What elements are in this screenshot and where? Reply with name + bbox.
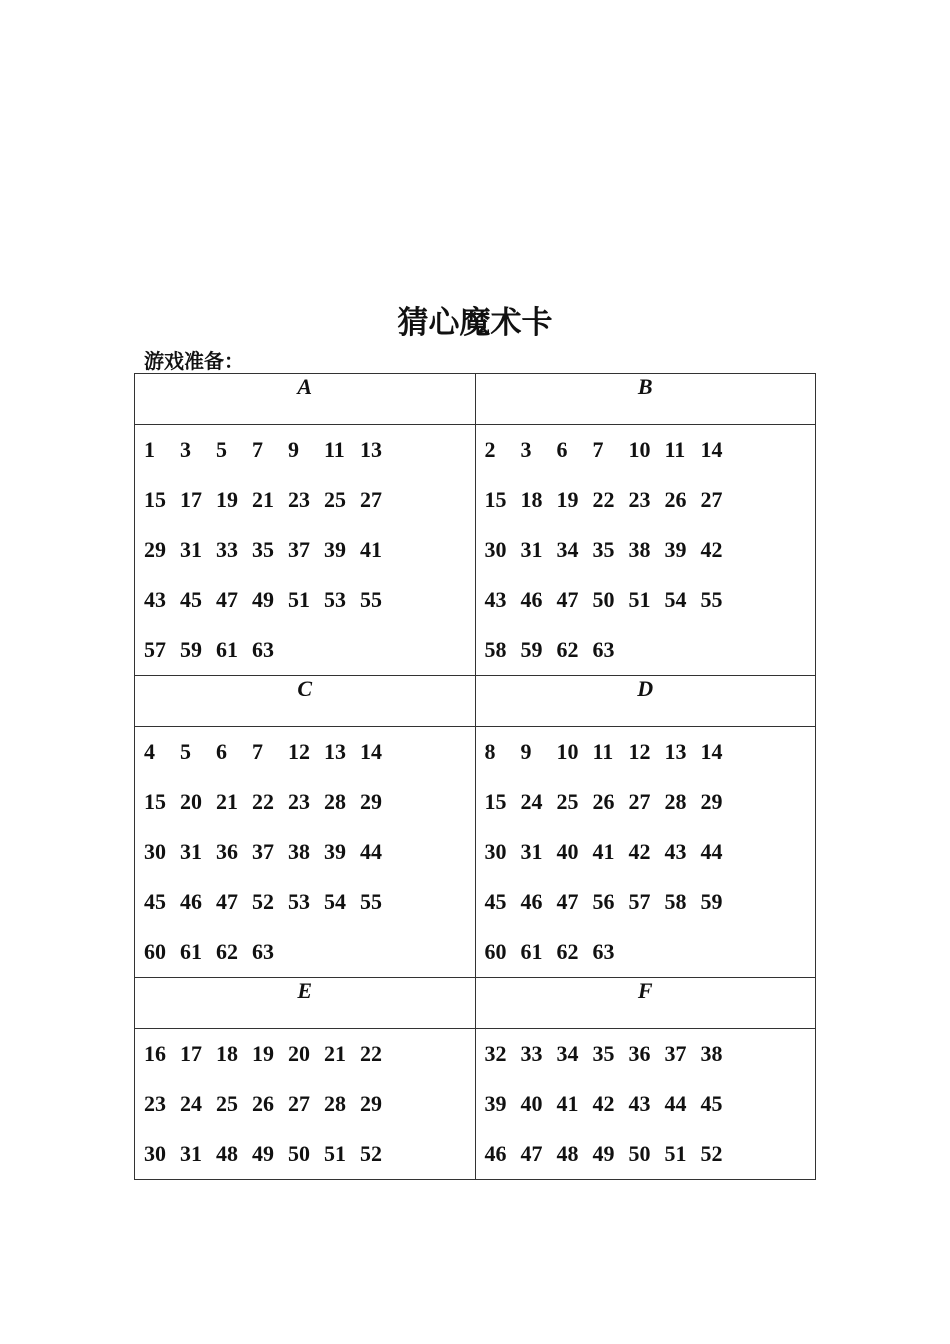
card-number: 2	[484, 437, 496, 462]
card-number: 20	[288, 1041, 310, 1066]
number-line	[485, 475, 816, 525]
card-number: 30	[144, 839, 166, 864]
card-number: 42	[700, 537, 723, 562]
card-number: 54	[324, 889, 346, 914]
card-number: 13	[360, 437, 382, 462]
number-line	[485, 1079, 816, 1129]
card-number: 35	[592, 1041, 615, 1066]
number-line	[485, 625, 816, 675]
card-number: 42	[628, 839, 651, 864]
card-number: 46	[180, 889, 202, 914]
card-number: 59	[520, 637, 543, 662]
number-line	[144, 1029, 475, 1079]
card-number: 26	[664, 487, 687, 512]
card-number: 13	[324, 739, 346, 764]
card-number: 45	[484, 889, 507, 914]
card-numbers-cell	[135, 425, 476, 676]
card-number: 19	[252, 1041, 274, 1066]
card-number: 61	[520, 939, 543, 964]
card-number: 15	[144, 789, 166, 814]
card-number: 29	[144, 537, 166, 562]
card-header-row	[135, 374, 816, 425]
card-number: 7	[592, 437, 604, 462]
card-number: 17	[180, 487, 202, 512]
number-line	[485, 877, 816, 927]
number-line	[144, 1079, 475, 1129]
number-line	[485, 525, 816, 575]
card-number: 48	[216, 1141, 238, 1166]
card-label: B	[637, 374, 653, 399]
card-number: 18	[520, 487, 543, 512]
card-number: 51	[628, 587, 651, 612]
number-line	[144, 777, 475, 827]
card-number: 37	[288, 537, 310, 562]
card-number: 31	[180, 839, 202, 864]
card-number: 36	[216, 839, 238, 864]
card-number: 61	[216, 637, 238, 662]
card-header-cell	[135, 978, 476, 1029]
card-number: 34	[556, 537, 579, 562]
card-number: 16	[144, 1041, 166, 1066]
card-header-cell	[135, 676, 476, 727]
card-number: 61	[180, 939, 202, 964]
card-number: 44	[360, 839, 382, 864]
card-number: 28	[324, 1091, 346, 1116]
card-number: 11	[592, 739, 614, 764]
card-number: 3	[180, 437, 191, 462]
card-number: 49	[252, 1141, 274, 1166]
card-number: 46	[520, 587, 543, 612]
card-number: 62	[556, 939, 579, 964]
card-number: 41	[556, 1091, 579, 1116]
card-number: 55	[360, 587, 382, 612]
number-line	[144, 575, 475, 625]
card-number: 21	[324, 1041, 346, 1066]
card-number: 15	[484, 487, 507, 512]
card-number: 51	[664, 1141, 687, 1166]
card-number: 47	[556, 889, 579, 914]
number-line	[485, 777, 816, 827]
card-number: 20	[180, 789, 202, 814]
card-number: 11	[324, 437, 345, 462]
card-number: 38	[288, 839, 310, 864]
card-number: 45	[144, 889, 166, 914]
card-number: 62	[556, 637, 579, 662]
card-number: 25	[216, 1091, 238, 1116]
card-number: 43	[144, 587, 166, 612]
number-line	[485, 927, 816, 977]
card-number: 49	[252, 587, 274, 612]
card-number: 40	[556, 839, 579, 864]
card-label: E	[297, 978, 313, 1003]
card-number: 62	[216, 939, 238, 964]
card-numbers-row	[135, 727, 816, 978]
card-number: 21	[252, 487, 274, 512]
card-number: 47	[216, 889, 238, 914]
card-number: 53	[324, 587, 346, 612]
card-number: 30	[144, 1141, 166, 1166]
card-number: 4	[144, 739, 155, 764]
card-number: 41	[360, 537, 382, 562]
card-number: 47	[520, 1141, 543, 1166]
card-number: 39	[664, 537, 687, 562]
card-number: 44	[700, 839, 723, 864]
card-number: 21	[216, 789, 238, 814]
card-number: 15	[484, 789, 507, 814]
card-number: 22	[360, 1041, 382, 1066]
card-number: 63	[252, 637, 274, 662]
card-number: 46	[520, 889, 543, 914]
card-number: 51	[288, 587, 310, 612]
number-line	[485, 1029, 816, 1079]
card-number: 36	[628, 1041, 651, 1066]
card-number: 25	[556, 789, 579, 814]
card-number: 23	[144, 1091, 166, 1116]
card-number: 39	[484, 1091, 507, 1116]
card-numbers-cell	[135, 1029, 476, 1180]
card-number: 12	[288, 739, 310, 764]
card-number: 53	[288, 889, 310, 914]
card-number: 54	[664, 587, 687, 612]
card-numbers-cell	[135, 727, 476, 978]
card-number: 7	[252, 739, 263, 764]
card-number: 28	[664, 789, 687, 814]
card-number: 37	[664, 1041, 687, 1066]
card-number: 14	[700, 437, 723, 462]
card-number: 30	[484, 537, 507, 562]
card-number: 8	[484, 739, 496, 764]
card-number: 27	[628, 789, 651, 814]
card-number: 63	[592, 637, 615, 662]
card-number: 3	[520, 437, 532, 462]
card-number: 25	[324, 487, 346, 512]
card-number: 24	[520, 789, 543, 814]
card-number: 29	[700, 789, 723, 814]
card-header-cell	[475, 978, 816, 1029]
number-line	[485, 727, 816, 777]
card-number: 38	[628, 537, 651, 562]
card-number: 15	[144, 487, 166, 512]
card-number: 49	[592, 1141, 615, 1166]
card-number: 19	[216, 487, 238, 512]
card-number: 60	[484, 939, 507, 964]
card-number: 9	[520, 739, 532, 764]
card-number: 14	[360, 739, 382, 764]
card-number: 51	[324, 1141, 346, 1166]
card-number: 24	[180, 1091, 202, 1116]
magic-cards-table	[134, 373, 816, 1180]
card-number: 23	[288, 789, 310, 814]
card-number: 41	[592, 839, 615, 864]
number-line	[144, 425, 475, 475]
card-number: 37	[252, 839, 274, 864]
card-number: 39	[324, 839, 346, 864]
card-number: 43	[628, 1091, 651, 1116]
card-number: 27	[360, 487, 382, 512]
card-number: 40	[520, 1091, 543, 1116]
card-number: 45	[700, 1091, 723, 1116]
card-number: 29	[360, 1091, 382, 1116]
number-line	[144, 625, 475, 675]
card-number: 52	[252, 889, 274, 914]
card-number: 29	[360, 789, 382, 814]
card-label: C	[297, 676, 313, 701]
number-line	[144, 1129, 475, 1179]
card-header-cell	[475, 374, 816, 425]
card-numbers-row	[135, 1029, 816, 1180]
card-number: 42	[592, 1091, 615, 1116]
card-number: 50	[628, 1141, 651, 1166]
card-number: 47	[216, 587, 238, 612]
card-number: 31	[180, 537, 202, 562]
card-number: 34	[556, 1041, 579, 1066]
card-number: 31	[520, 839, 543, 864]
card-number: 10	[556, 739, 579, 764]
card-number: 55	[360, 889, 382, 914]
card-number: 35	[592, 537, 615, 562]
number-line	[485, 827, 816, 877]
card-number: 56	[592, 889, 615, 914]
number-line	[144, 525, 475, 575]
card-label: D	[637, 676, 654, 701]
card-number: 7	[252, 437, 263, 462]
card-number: 35	[252, 537, 274, 562]
card-number: 6	[556, 437, 568, 462]
card-number: 5	[216, 437, 227, 462]
card-number: 52	[700, 1141, 723, 1166]
number-line	[485, 1129, 816, 1179]
card-number: 58	[664, 889, 687, 914]
card-number: 44	[664, 1091, 687, 1116]
card-number: 38	[700, 1041, 723, 1066]
card-label: A	[297, 374, 313, 399]
section-subtitle: 游戏准备：	[144, 349, 244, 373]
number-line	[144, 827, 475, 877]
card-number: 30	[484, 839, 507, 864]
card-numbers-cell	[475, 425, 816, 676]
card-header-cell	[135, 374, 476, 425]
card-number: 33	[216, 537, 238, 562]
number-line	[144, 475, 475, 525]
card-number: 17	[180, 1041, 202, 1066]
card-number: 23	[288, 487, 310, 512]
card-number: 33	[520, 1041, 543, 1066]
card-label: F	[637, 978, 653, 1003]
card-header-row	[135, 676, 816, 727]
card-number: 39	[324, 537, 346, 562]
card-header-row	[135, 978, 816, 1029]
card-number: 23	[628, 487, 651, 512]
card-number: 48	[556, 1141, 579, 1166]
card-number: 14	[700, 739, 723, 764]
number-line	[485, 575, 816, 625]
card-number: 13	[664, 739, 687, 764]
card-number: 43	[484, 587, 507, 612]
number-line	[485, 425, 816, 475]
page-title: 猜心魔术卡	[397, 305, 553, 341]
card-number: 18	[216, 1041, 238, 1066]
card-number: 10	[628, 437, 651, 462]
card-number: 11	[664, 437, 686, 462]
number-line	[144, 927, 475, 977]
card-number: 27	[700, 487, 723, 512]
card-number: 52	[360, 1141, 382, 1166]
card-number: 19	[556, 487, 579, 512]
card-number: 26	[252, 1091, 274, 1116]
card-number: 59	[180, 637, 202, 662]
number-line	[144, 877, 475, 927]
card-number: 32	[484, 1041, 507, 1066]
card-number: 9	[288, 437, 299, 462]
card-number: 60	[144, 939, 166, 964]
card-number: 50	[592, 587, 615, 612]
card-number: 12	[628, 739, 651, 764]
card-number: 31	[520, 537, 543, 562]
card-number: 63	[592, 939, 615, 964]
card-header-cell	[475, 676, 816, 727]
card-number: 26	[592, 789, 615, 814]
card-number: 22	[592, 487, 615, 512]
card-number: 55	[700, 587, 723, 612]
card-number: 22	[252, 789, 274, 814]
card-number: 1	[144, 437, 155, 462]
card-number: 43	[664, 839, 687, 864]
card-number: 63	[252, 939, 274, 964]
card-number: 46	[484, 1141, 507, 1166]
card-number: 47	[556, 587, 579, 612]
card-number: 27	[288, 1091, 310, 1116]
card-number: 57	[144, 637, 166, 662]
card-number: 50	[288, 1141, 310, 1166]
card-number: 58	[484, 637, 507, 662]
card-number: 6	[216, 739, 227, 764]
card-number: 28	[324, 789, 346, 814]
card-numbers-row	[135, 425, 816, 676]
card-number: 59	[700, 889, 723, 914]
card-numbers-cell	[475, 727, 816, 978]
card-number: 57	[628, 889, 651, 914]
card-number: 5	[180, 739, 191, 764]
card-number: 31	[180, 1141, 202, 1166]
card-numbers-cell	[475, 1029, 816, 1180]
card-number: 45	[180, 587, 202, 612]
number-line	[144, 727, 475, 777]
